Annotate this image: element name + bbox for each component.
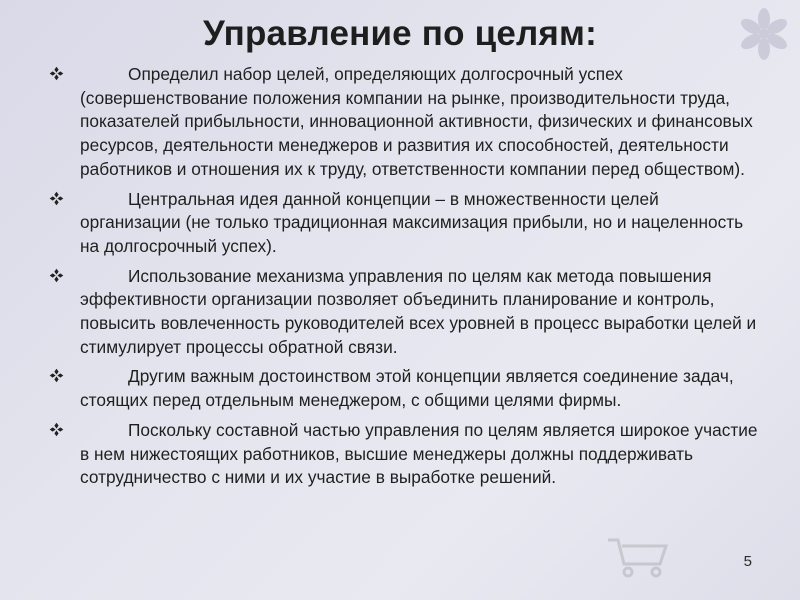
bullet-text: Другим важным достоинством этой концепции является соединение задач, стоящих перед отдельным менеджером, с общими целями фирмы. xyxy=(80,366,734,411)
four-diamond-bullet-icon xyxy=(48,367,65,384)
four-diamond-bullet-icon xyxy=(48,421,65,438)
bullet-item xyxy=(44,419,764,490)
bullet-text: Использование механизма управления по целям как метода повышения эффективности организации позволяет объединить планирование и контроль, повысить вовлеченность руководителей всех уровней в процесс выработки целей и стимулирует процессы обратной связи. xyxy=(80,265,757,357)
bullet-text: Центральная идея данной концепции – в множественности целей организации (не только традиционная максимизация прибыли, но и нацеленность на долгосрочный успех). xyxy=(80,188,744,256)
four-diamond-bullet-icon xyxy=(48,65,65,82)
slide-title: Управление по целям: xyxy=(203,14,597,53)
bullet-text: Определил набор целей, определяющих долгосрочный успех (совершенствование положения компании на рынке, производительности труда, показателей прибыльности, инновационной активности, физических и финансовых ресурсов, деятельности менеджеров и развития их способностей, деятельности работников и отношения их к труду, ответственности компании перед обществом). xyxy=(80,64,753,179)
four-diamond-bullet-icon xyxy=(48,190,65,207)
bullet-list xyxy=(44,63,764,496)
four-diamond-bullet-icon xyxy=(48,267,65,284)
bullet-item xyxy=(44,188,764,259)
bullet-item xyxy=(44,365,764,412)
bullet-text: Поскольку составной частью управления по целям является широкое участие в нем нижестоящих работников, высшие менеджеры должны поддерживать сотрудничество с ними и их участие в выработке решений. xyxy=(80,419,758,488)
bullet-item xyxy=(44,265,764,360)
cart-icon xyxy=(604,534,674,580)
page-number: 5 xyxy=(743,553,752,570)
bullet-item xyxy=(44,63,764,182)
